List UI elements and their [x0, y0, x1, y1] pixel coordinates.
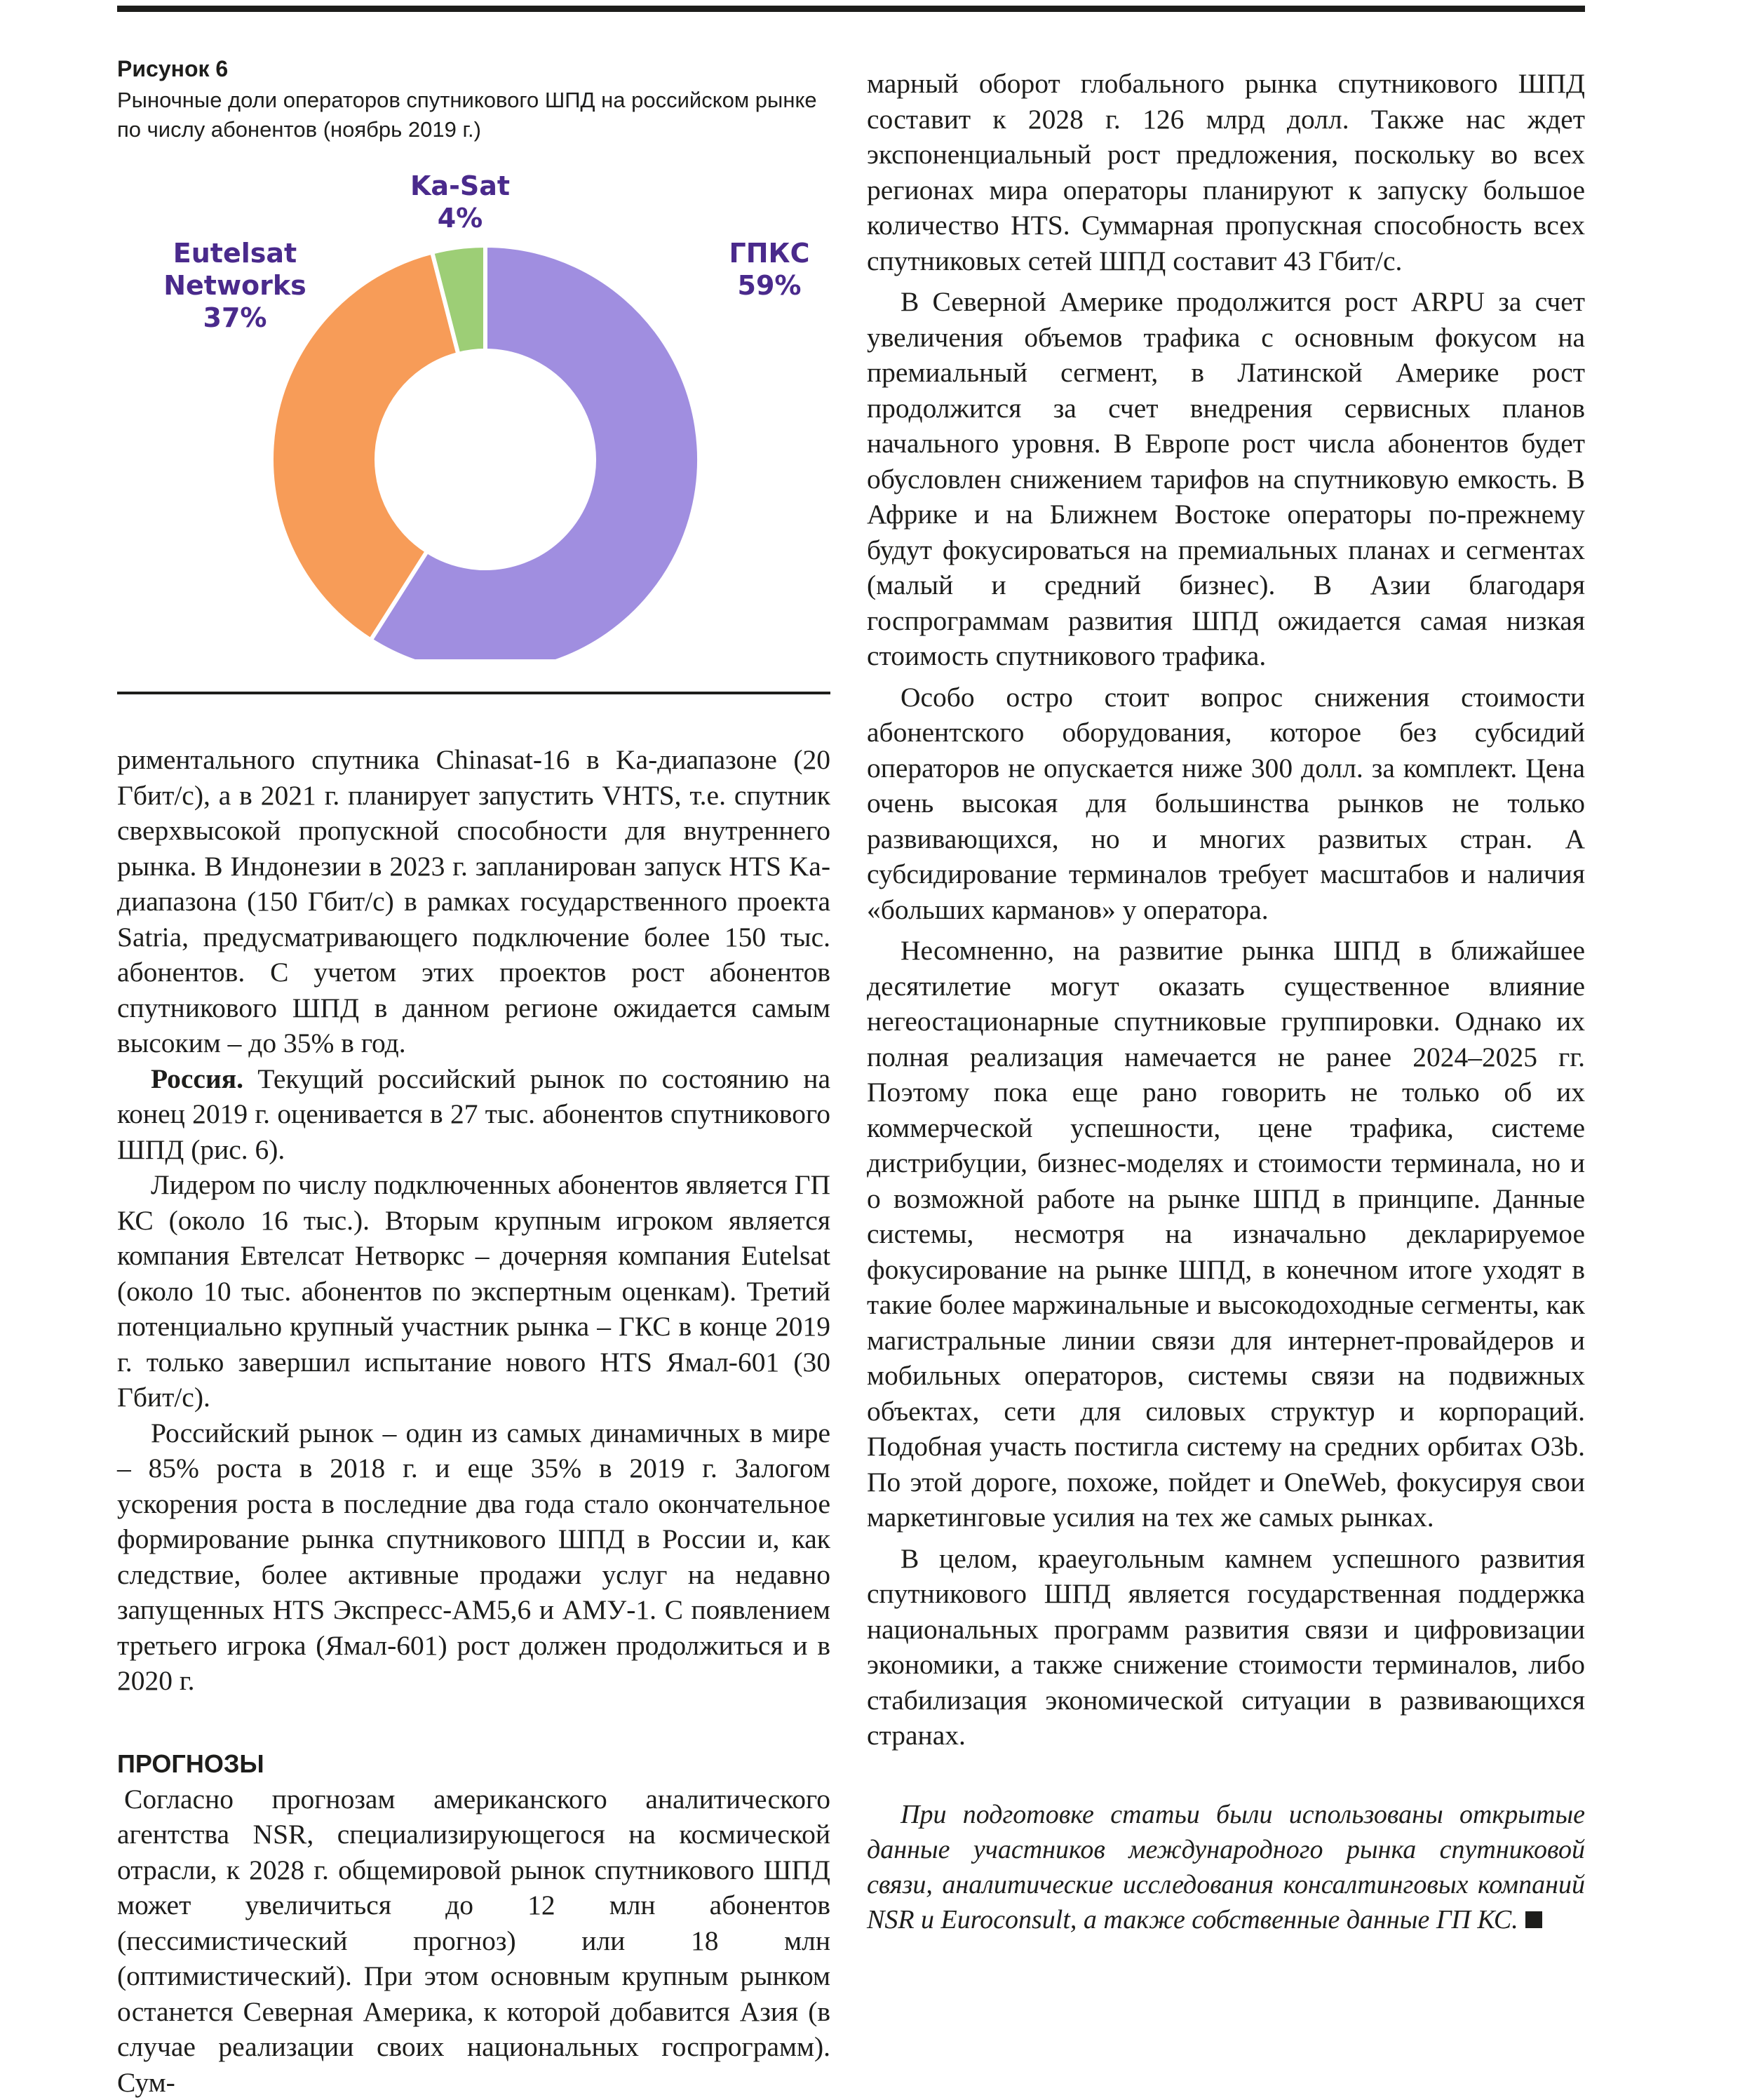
credits-note [867, 1797, 1585, 1937]
label-eutelsat-name-1: Eutelsat [163, 237, 306, 269]
right-column [867, 66, 1585, 1754]
section-heading-forecasts: ПРОГНОЗЫ [117, 1746, 830, 1782]
label-eutelsat [163, 237, 306, 334]
left-paragraph-3: Лидером по числу подключенных абонентов является ГП КС (около 16 тыс.). Вторым крупным игроком является компания Евтелсат Нетворкс – дочерняя компания Eutelsat (около 10 тыс. абонентов по экспертным оценкам). Третий потенциально крупный участник рынка – ГКС в конце 2019 г. только завершил испытание нового HTS Ямал-601 (30 Гбит/с). [117, 1167, 830, 1415]
left-paragraph-2 [117, 1061, 830, 1168]
left-paragraph-5: Согласно прогнозам американского аналитического агентства NSR, специализирующегося на космической отрасли, к 2028 г. общемировой рынок спутникового ШПД может увеличиться до 12 млн абонентов (пессимистический прогноз) или 18 млн (оптимистический). При этом основным крупным рынком останется Северная Америка, к которой добавится Азия (в случае реализации своих национальных госпрограмм). Сум- [117, 1782, 830, 2100]
left-paragraph-2-text: Текущий российский рынок по состоянию на конец 2019 г. оценивается в 27 тыс. абонентов спутникового ШПД (рис. 6). [117, 1063, 830, 1165]
label-kasat-value: 4% [410, 202, 510, 234]
left-column [117, 742, 830, 2100]
credits-text: При подготовке статьи были использованы открытые данные участников международного рынка спутниковой связи, аналитические исследования консалтинговых компаний NSR и Euroconsult, а также собственные данные ГП КС. [867, 1800, 1585, 1934]
credits-paragraph [867, 1797, 1585, 1937]
end-of-article-mark [1525, 1911, 1542, 1928]
right-paragraph-3: Особо остро стоит вопрос снижения стоимости абонентского оборудования, которое без субсидий операторов не опускается ниже 300 долл. за комплект. Цена очень высокая для большинства рынков не только развивающихся, но и многих развитых стран. А субсидирование терминалов требует масштабов и наличия «больших карманов» у оператора. [867, 680, 1585, 928]
left-paragraph-1: риментального спутника Chinasat-16 в Ka-диапазоне (20 Гбит/с), а в 2021 г. планирует запустить VHTS, т.е. спутник сверхвысокой пропускной способности для внутреннего рынка. В Индонезии в 2023 г. запланирован запуск HTS Ka-диапазона (150 Гбит/с) в рамках государственного проекта Satria, предусматривающего подключение более 150 тыс. абонентов. С учетом этих проектов рост абонентов спутникового ШПД в данном регионе ожидается самым высоким – до 35% в год. [117, 742, 830, 1061]
figure-caption: Рыночные доли операторов спутникового ШПД на российском рынке по числу абонентов (ноябрь 2019 г.) [117, 86, 825, 144]
right-paragraph-5: В целом, краеугольным камнем успешного развития спутникового ШПД является государственная поддержка национальных программ развития связи и цифровизации экономики, а также снижение стоимости терминалов, либо стабилизация экономической ситуации в развивающихся странах. [867, 1541, 1585, 1754]
left-paragraph-4: Российский рынок – один из самых динамичных в мире – 85% роста в 2018 г. и еще 35% в 2019 г. Залогом ускорения роста в последние два года стало окончательное формирование рынка спутникового ШПД в России и, как следствие, более активные продажи услуг на недавно запущенных HTS Экспресс-АМ5,6 и АМУ-1. С появлением третьего игрока (Ямал-601) рост должен продолжиться и в 2020 г. [117, 1415, 830, 1699]
donut-chart [117, 154, 830, 659]
right-paragraph-4: Несомненно, на развитие рынка ШПД в ближайшее десятилетие могут оказать существенное влияние негеостационарные спутниковые группировки. Однако их полная реализация намечается не ранее 2024–2025 гг. Поэтому пока еще рано говорить не только об их коммерческой успешности, цене трафика, системе дистрибуции, бизнес-моделях и стоимости терминала, но и о возможной работе на рынке ШПД в принципе. Данные системы, несмотря на изначально декларируемое фокусирование на рынке ШПД, в конечном итоге уходят в такие более маржинальные и высокодоходные сегменты, как магистральные линии связи для интернет-провайдеров и мобильных операторов, системы связи на подвижных объектах, сети для силовых структур и корпораций. Подобная участь постигла систему на средних орбитах O3b. По этой дороге, похоже, пойдет и OneWeb, фокусируя свои маркетинговые усилия на тех же самых рынках. [867, 933, 1585, 1535]
russia-lead: Россия. [151, 1063, 243, 1094]
top-rule [117, 6, 1585, 12]
right-paragraph-2: В Северной Америке продолжится рост ARPU за счет увеличения объемов трафика с основным фокусом на премиальный сегмент, в Латинской Америке рост продолжится за счет внедрения сервисных планов начального уровня. В Европе рост числа абонентов будет обусловлен снижением тарифов на спутниковую емкость. В Африке и на Ближнем Востоке операторы по-прежнему будут фокусироваться на премиальных планах и сегментах (малый и средний бизнес). В Азии благодаря госпрограммам развития ШПД ожидается самая низкая стоимость спутникового трафика. [867, 284, 1585, 674]
figure-label: Рисунок 6 [117, 56, 228, 82]
label-kasat [410, 170, 510, 234]
label-gpks-value: 59% [729, 269, 810, 302]
label-kasat-name: Ka-Sat [410, 170, 510, 202]
label-eutelsat-value: 37% [163, 302, 306, 334]
right-paragraph-1: марный оборот глобального рынка спутникового ШПД составит к 2028 г. 126 млрд долл. Также нас ждет экспоненциальный рост предложения, поскольку во всех регионах мира операторы планируют к запуску большое количество HTS. Суммарная пропускная способность всех спутниковых сетей ШПД составит 43 Гбит/с. [867, 66, 1585, 278]
figure-bottom-rule [117, 692, 830, 694]
label-eutelsat-name-2: Networks [163, 269, 306, 302]
label-gpks [729, 237, 810, 302]
label-gpks-name: ГПКС [729, 237, 810, 269]
